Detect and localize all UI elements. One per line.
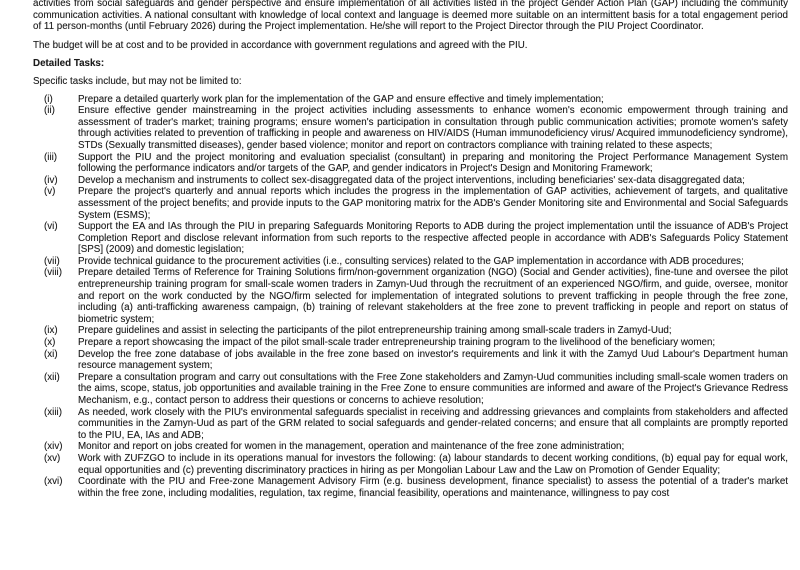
task-item [33,152,788,175]
task-text: Prepare a report showcasing the impact of the pilot small-scale trader entrepreneurship training program to the livelihood of the beneficiary women; [78,337,716,349]
task-item [33,453,788,476]
task-text: Provide technical guidance to the procurement activities (i.e., consulting services) related to the GAP implementation in accordance with ADB procedures; [78,255,744,267]
task-item [33,267,788,325]
task-numeral: (xvi) [44,476,63,488]
budget-paragraph: The budget will be at cost and to be provided in accordance with government regulations and agreed with the PIU. [33,39,528,51]
task-item [33,94,788,106]
task-numeral: (x) [44,337,56,349]
task-item [33,372,788,407]
detailed-tasks-heading: Detailed Tasks: [33,58,105,70]
task-text: Support the PIU and the project monitoring and evaluation specialist (consultant) in preparing and monitoring the Project Performance Management System following the performance indicators and/or targets of the GAP, and gender indicators in Project's Design and Monitoring Framework; [78,151,788,175]
task-item [33,175,788,187]
task-text: Prepare the project's quarterly and annual reports which includes the progress in the implementation of GAP activities, achievement of targets, and qualitative assessment of the project benefits; and provide inputs to the GAP monitoring matrix for the ADB's Gender Monitoring site and Environmental and Social Safeguards System (ESMS); [78,186,788,221]
task-text: Prepare a consultation program and carry out consultations with the Free Zone stakeholders and Zamyn-Uud communities including small-scale women traders on the aims, scope, status, job opportunities and available training in the Free Zone to ensure communities are informed and aware of the Project's Grievance Redress Mechanism, e.g., contact person to address their questions or concerns to achieve resolution; [78,371,788,406]
task-text: Prepare detailed Terms of Reference for Training Solutions firm/non-government organization (NGO) (Social and Gender activities), fine-tune and oversee the pilot entrepreneurship training program for small-scale women traders in Zamyn-Uud through the recruitment of an experienced NGO/firm, and guide, oversee, monitor and report on the work conducted by the NGO/firm selected for implementation of integrated solutions to prevent trafficking in people through the free zone, including (a) anti-trafficking awareness campaign, (b) training of relevant stakeholders at the free zone to prevent trafficking in people and report on status of biometric system; [78,267,788,325]
task-item [33,256,788,268]
task-numeral: (ix) [44,325,58,337]
task-text: Support the EA and IAs through the PIU in preparing Safeguards Monitoring Reports to ADB during the project implementation until the issuance of ADB's Project Completion Report and disclose relevant information from such reports to the respective affected people in accordance with ADB's Safeguards Policy Statement [SPS] (2009) and domestic legislation; [78,221,788,256]
task-numeral: (vi) [44,221,58,233]
task-numeral: (xii) [44,371,60,383]
task-numeral: (iii) [44,151,58,163]
tasks-intro: Specific tasks include, but may not be limited to: [33,75,242,87]
task-item [33,186,788,221]
task-numeral: (ii) [44,105,55,117]
task-numeral: (vii) [44,255,60,267]
task-list [33,94,788,500]
task-numeral: (xv) [44,452,61,464]
task-numeral: (i) [44,93,53,105]
task-numeral: (xiv) [44,441,63,453]
task-text: As needed, work closely with the PIU's environmental safeguards specialist in receiving and addressing grievances and complaints from stakeholders and affected communities in the Zamyn-Uud as part of the GRM related to social safeguards and gender-related concerns; and ensure that all complaints are promptly reported to the PIU, EA, IAs and ADB; [78,406,788,441]
task-item [33,441,788,453]
task-text: Ensure effective gender mainstreaming in the project activities including assessments to enhance women's economic empowerment through training and assessment of trader's market; training programs; ensure women's participation in consultation through public communication activities; promote women's safety through activities related to prevention of trafficking in people and awareness on HIV/AIDS (Human immunodeficiency virus/ Acquired immunodeficiency syndrome), STDs (Sexually transmitted diseases), gender based violence; monitor and report on contractors compliance with training related to these aspects; [78,105,788,151]
task-numeral: (v) [44,186,56,198]
task-text: Monitor and report on jobs created for women in the management, operation and maintenance of the free zone administration; [78,441,625,453]
task-numeral: (iv) [44,174,58,186]
task-text: Coordinate with the PIU and Free-zone Management Advisory Firm (e.g. business development, finance specialist) to assess the potential of a trader's market within the free zone, including modalities, regulation, tax regime, financial feasibility, operations and maintenance, willingness to pay cost [78,476,788,499]
task-text: Prepare guidelines and assist in selecting the participants of the pilot entrepreneurship training among small-scale traders in Zamyd-Uud; [78,325,672,337]
task-item [33,325,788,337]
task-text: Develop a mechanism and instruments to collect sex-disaggregated data of the project interventions, including beneficiaries' sex-data disaggregated data; [78,174,745,186]
task-item [33,337,788,349]
task-item [33,349,788,372]
task-numeral: (viii) [44,267,62,279]
task-text: Prepare a detailed quarterly work plan for the implementation of the GAP and ensure effective and timely implementation; [78,93,604,105]
task-numeral: (xi) [44,348,58,360]
intro-paragraph: activities from social safeguards and gender perspective and ensure implementation of all activities listed in the project Gender Action Plan (GAP) including the community communication activities. A national consultant with knowledge of local context and language is deemed more suitable on an intermittent basis for a total engagement period of 11 person-months (until February 2026) during the Project implementation. He/she will report to the Project Director through the PIU Project Coordinator. [33,0,788,33]
task-item [33,105,788,151]
task-text: Develop the free zone database of jobs available in the free zone based on investor's requirements and link it with the Zamyd Uud Labour's Department human resource management system; [78,348,788,372]
task-item [33,221,788,256]
task-text: Work with ZUFZGO to include in its operations manual for investors the following: (a) labour standards to decent working conditions, (b) equal pay for equal work, equal opportunities and (c) preventing discriminatory practices in hiring as per Mongolian Labour Law and the Law on Promotion of Gender Equality; [78,452,788,476]
task-item [33,407,788,442]
task-numeral: (xiii) [44,406,62,418]
task-item [33,476,788,499]
